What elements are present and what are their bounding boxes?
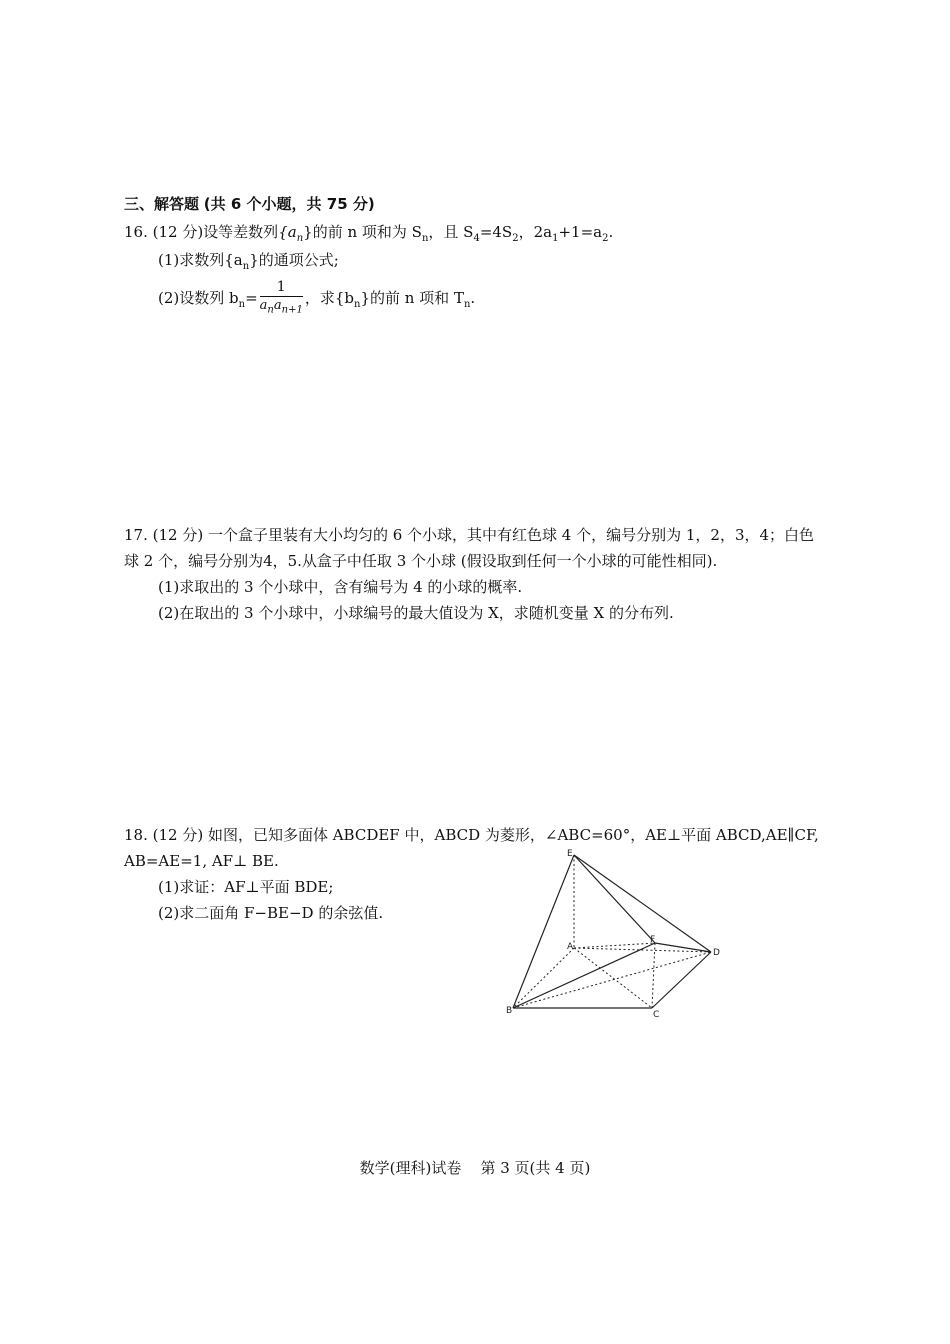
edge-AF <box>574 943 655 948</box>
q18-part1: (1)求证：AF⊥平面 BDE; <box>158 878 334 896</box>
q18-part2: (2)求二面角 F−BE−D 的余弦值. <box>158 904 384 922</box>
label-C: C <box>653 1010 660 1020</box>
q18-line1: 18. (12 分) 如图，已知多面体 ABCDEF 中，ABCD 为菱形，∠ABC=60°，AE⊥平面 ABCD,AE∥CF, <box>124 826 819 844</box>
section-heading <box>124 194 375 214</box>
page-footer: 数学(理科)试卷 第 3 页(共 4 页) <box>359 1159 591 1177</box>
q16-stem: 16. (12 分)设等差数列$\{a_n\}$的前 n 项和为 $S_n$，且 $S_4=4S_2$，$2a_1+1=a_2$. <box>124 223 614 244</box>
q17-line2: 球 2 个，编号分别为4，5.从盒子中任取 3 个小球 (假设取到任何一个小球的可能性相同). <box>124 552 718 570</box>
edge-FD <box>655 943 711 952</box>
edge-CF <box>652 943 655 1008</box>
q16-part1: (1)求数列$\{a_n\}$的通项公式; <box>158 251 339 272</box>
edge-BF <box>513 943 655 1008</box>
edge-CD <box>652 952 711 1008</box>
label-A: A <box>567 942 574 952</box>
label-D: D <box>713 948 720 958</box>
q17-part2: (2)在取出的 3 个小球中，小球编号的最大值设为 X，求随机变量 X 的分布列. <box>158 604 674 622</box>
edge-EB <box>513 855 574 1008</box>
q17-part1: (1)求取出的 3 个小球中，含有编号为 4 的小球的概率. <box>158 578 523 596</box>
q16-part2: (2)设数列 $b_n=$ $\frac{1}{a_na_{n+1}}$ ，求$\{b_n\}$的前 n 项和 $T_n$. <box>158 278 475 325</box>
edge-AC <box>574 948 652 1008</box>
label-B: B <box>506 1006 513 1016</box>
label-E: E <box>567 849 573 859</box>
label-F: F <box>650 935 656 945</box>
section-note: (共 6 个小题，共 75 分) <box>203 195 375 213</box>
q18-line2: AB=AE=1, AF⊥ BE. <box>124 852 279 870</box>
polyhedron-figure <box>500 845 730 1025</box>
fraction: $\frac{1}{a_na_{n+1}}$ <box>259 279 303 316</box>
edge-ED <box>574 855 711 952</box>
edge-EF <box>574 855 655 943</box>
q17-line1: 17. (12 分) 一个盒子里装有大小均匀的 6 个小球，其中有红色球 4 个，编号分别为 1，2，3，4；白色 <box>124 526 815 544</box>
section-title: 三、解答题 <box>124 195 200 213</box>
